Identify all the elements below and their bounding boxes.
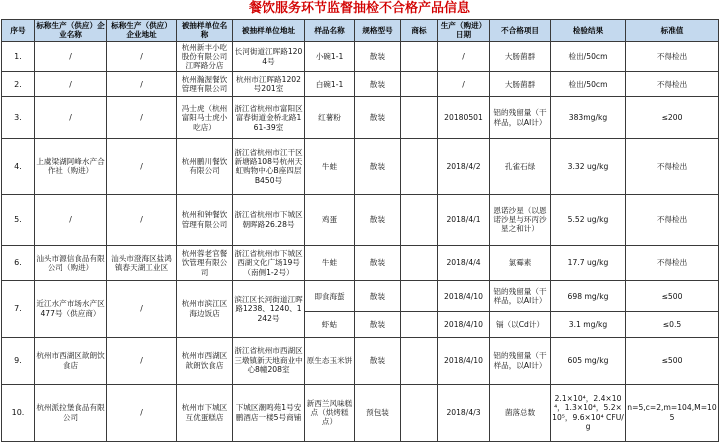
table-row xyxy=(2,139,719,194)
standard-value: ≤500 xyxy=(626,281,719,312)
producer-address: / xyxy=(107,281,177,337)
producer-address: 汕头市澄海区盐鸿镇春天湖工业区 xyxy=(107,245,177,280)
standard-value: 不得检出 xyxy=(626,72,719,97)
production-date: 2018/4/10 xyxy=(438,281,490,312)
brand xyxy=(401,194,438,245)
sample-name: 原生态玉米饼 xyxy=(305,337,355,384)
failed-item: 氯霉素 xyxy=(490,245,551,280)
sample-name: 新西兰风味糕点（烘烤糕点） xyxy=(305,384,355,442)
sampled-unit-address: 长河街道江晖路1204号 xyxy=(233,41,305,72)
brand xyxy=(401,312,438,337)
standard-value: ≤0.5 xyxy=(626,312,719,337)
sampled-unit-address: 浙江省杭州市富阳区富春街道金桥北路161-39室 xyxy=(233,97,305,139)
row-number: 10. xyxy=(2,384,35,442)
row-number: 9. xyxy=(2,337,35,384)
sampled-unit-name: 杭州瀚渥餐饮管理有限公司 xyxy=(177,72,233,97)
production-date: 2018/4/3 xyxy=(438,384,490,442)
failed-item: 恩诺沙星（以恩诺沙星与环丙沙星之和计） xyxy=(490,194,551,245)
test-result: 2.1×10⁴，2.4×10⁴，1.3×10⁴，5.2×10⁵，9.6×10⁴ CFU/g xyxy=(551,384,626,442)
producer-address: / xyxy=(107,97,177,139)
sample-name: 小碗1-1 xyxy=(305,41,355,72)
sampled-unit-address: 浙江省杭州市江干区新塘路108号杭州天虹购物中心B座四层B450号 xyxy=(233,139,305,194)
test-result: 3.1 mg/kg xyxy=(551,312,626,337)
page-title: 餐饮服务环节监督抽检不合格产品信息 xyxy=(248,1,470,16)
test-result: 698 mg/kg xyxy=(551,281,626,312)
spec: 预包装 xyxy=(355,384,401,442)
brand xyxy=(401,337,438,384)
producer-name: 上虞梁湖阿峰水产合作社（购进） xyxy=(35,139,107,194)
sampled-unit-address: 滨江区长河街道江晖路1238、1240、1242号 xyxy=(233,281,305,337)
production-date: 2018/4/10 xyxy=(438,337,490,384)
sampled-unit-name: 杭州新丰小吃股份有限公司江晖路分店 xyxy=(177,41,233,72)
standard-value: 不得检出 xyxy=(626,41,719,72)
header-row xyxy=(2,20,719,42)
test-result: 17.7 ug/kg xyxy=(551,245,626,280)
producer-name: 杭州市西湖区歆朗饮食店 xyxy=(35,337,107,384)
brand xyxy=(401,72,438,97)
header-cell: 标称生产（供应）企业地址 xyxy=(107,20,177,42)
producer-address: / xyxy=(107,41,177,72)
brand xyxy=(401,41,438,72)
table-row xyxy=(2,337,719,384)
sampled-unit-name: 冯士虎（杭州富阳马士虎小吃店） xyxy=(177,97,233,139)
header-cell: 样品名称 xyxy=(305,20,355,42)
row-number: 3. xyxy=(2,97,35,139)
producer-name: 杭州派拉堡食品有限公司 xyxy=(35,384,107,442)
production-date: 2018/4/4 xyxy=(438,245,490,280)
production-date: / xyxy=(438,72,490,97)
test-result: 检出/50cm xyxy=(551,72,626,97)
sample-name: 白碗1-1 xyxy=(305,72,355,97)
table-row xyxy=(2,97,719,139)
sampled-unit-name: 杭州市西湖区歆朗饮食店 xyxy=(177,337,233,384)
producer-name: / xyxy=(35,194,107,245)
header-cell: 检验结果 xyxy=(551,20,626,42)
header-cell: 标称生产（供应）企业名称 xyxy=(36,21,105,40)
sampled-unit-address: 下城区潮鸣苑1号安鹏酒店一楼5号商铺 xyxy=(233,384,305,442)
row-number: 2. xyxy=(2,72,35,97)
brand xyxy=(401,281,438,312)
sampled-unit-name: 杭州蓉老官餐饮管理有限公司 xyxy=(177,245,233,280)
producer-name: / xyxy=(35,41,107,72)
production-date: / xyxy=(438,41,490,72)
sample-name: 虾蛄 xyxy=(305,312,355,337)
table-row xyxy=(2,194,719,245)
sample-name: 牛蛙 xyxy=(305,139,355,194)
producer-name: 汕头市源信食品有限公司（购进） xyxy=(35,245,107,280)
spec: 散装 xyxy=(355,281,401,312)
test-result: 383mg/kg xyxy=(551,97,626,139)
spec: 散装 xyxy=(355,312,401,337)
header-cell: 标准值 xyxy=(626,20,719,42)
standard-value: ≤500 xyxy=(626,337,719,384)
sampled-unit-address: 浙江省杭州市下城区朝晖路26.28号 xyxy=(233,194,305,245)
producer-address: / xyxy=(107,384,177,442)
test-result: 605 mg/kg xyxy=(551,337,626,384)
spec: 散装 xyxy=(355,194,401,245)
brand xyxy=(401,139,438,194)
spec: 散装 xyxy=(355,245,401,280)
test-result: 3.32 ug/kg xyxy=(551,139,626,194)
sampled-unit-name: 杭州和钟餐饮管理有限公司 xyxy=(177,194,233,245)
header-cell: 生产（购进）日期 xyxy=(438,20,490,42)
producer-name: / xyxy=(35,97,107,139)
header-cell: 被抽样单位名称 xyxy=(177,20,233,42)
production-date: 2018/4/1 xyxy=(438,194,490,245)
producer-address: / xyxy=(107,194,177,245)
failed-item: 菌落总数 xyxy=(490,384,551,442)
production-date: 20180501 xyxy=(438,97,490,139)
standard-value: 不得检出 xyxy=(626,245,719,280)
producer-address: / xyxy=(107,337,177,384)
sampled-unit-address: 浙江省杭州市下城区西湖文化广场19号（南侧1-2号） xyxy=(233,245,305,280)
failed-item: 铝的残留量（干样品，以Al计） xyxy=(490,97,551,139)
production-date: 2018/4/10 xyxy=(438,312,490,337)
header-cell: 商标 xyxy=(401,20,438,42)
sampled-unit-name: 杭州鹏川餐饮有限公司 xyxy=(177,139,233,194)
sample-name: 红薯粉 xyxy=(305,97,355,139)
table-row xyxy=(2,384,719,442)
header-cell: 被抽样单位地址 xyxy=(233,20,305,42)
failed-item: 铝的残留量（干样品，以Al计） xyxy=(490,337,551,384)
inspection-table xyxy=(1,19,719,442)
sampled-unit-address: 浙江省杭州市西湖区三墩镇新天地商业中心8幢208室 xyxy=(233,337,305,384)
failed-item: 铝的残留量（干样品，以Al计） xyxy=(490,281,551,312)
brand xyxy=(401,384,438,442)
spec: 散装 xyxy=(355,337,401,384)
brand xyxy=(401,245,438,280)
producer-address: / xyxy=(107,139,177,194)
producer-name: / xyxy=(35,72,107,97)
sample-name: 牛蛙 xyxy=(305,245,355,280)
failed-item: 大肠菌群 xyxy=(490,41,551,72)
header-cell: 不合格项目 xyxy=(490,20,551,42)
row-number: 6. xyxy=(2,245,35,280)
producer-address: / xyxy=(107,72,177,97)
sampled-unit-name: 杭州市滨江区海边饭店 xyxy=(177,281,233,337)
standard-value: ≤200 xyxy=(626,97,719,139)
row-number: 1. xyxy=(2,41,35,72)
failed-item: 孔雀石绿 xyxy=(490,139,551,194)
failed-item: 大肠菌群 xyxy=(490,72,551,97)
header-cell: 规格型号 xyxy=(355,20,401,42)
table-row xyxy=(2,245,719,280)
spec: 散装 xyxy=(355,97,401,139)
standard-value: 不得检出 xyxy=(626,194,719,245)
row-number: 4. xyxy=(2,139,35,194)
header-cell: 序号 xyxy=(2,20,35,42)
spec: 散装 xyxy=(355,41,401,72)
row-number: 7. xyxy=(2,281,35,337)
spec: 散装 xyxy=(355,72,401,97)
table-row xyxy=(2,281,719,312)
test-result: 5.52 ug/kg xyxy=(551,194,626,245)
sampled-unit-address: 杭州市江晖路1202号201室 xyxy=(233,72,305,97)
table-row xyxy=(2,41,719,72)
standard-value: n=5,c=2,m=104,M=105 xyxy=(626,384,719,442)
sample-name: 鸡蛋 xyxy=(305,194,355,245)
standard-value: 不得检出 xyxy=(626,139,719,194)
sampled-unit-name: 杭州市下城区互优蛋糕店 xyxy=(177,384,233,442)
brand xyxy=(401,97,438,139)
row-number: 5. xyxy=(2,194,35,245)
failed-item: 镉（以Cd计） xyxy=(490,312,551,337)
producer-name: 近江水产市场水产区477号（供应商） xyxy=(35,281,107,337)
production-date: 2018/4/2 xyxy=(438,139,490,194)
spec: 散装 xyxy=(355,139,401,194)
table-row xyxy=(2,72,719,97)
sample-name: 即食海蜇 xyxy=(305,281,355,312)
test-result: 检出/50cm xyxy=(551,41,626,72)
